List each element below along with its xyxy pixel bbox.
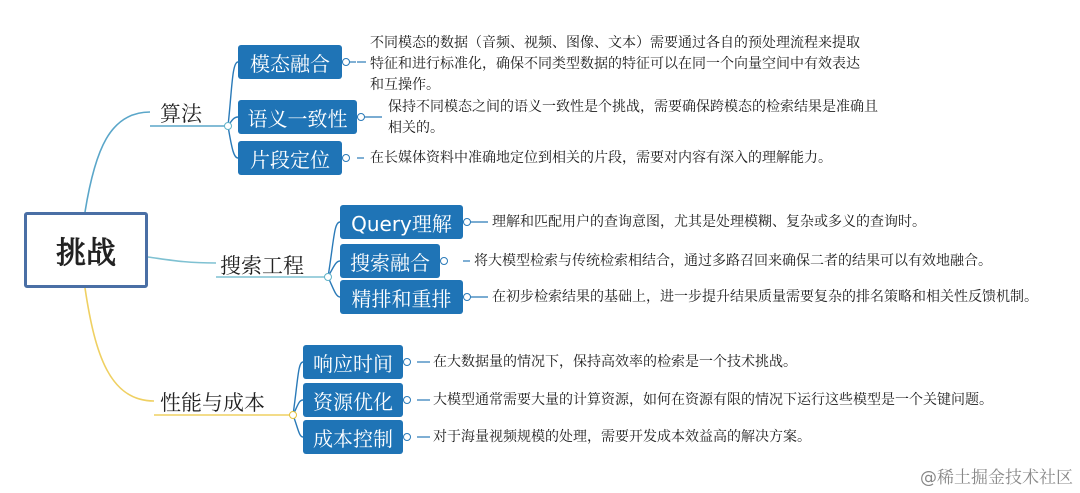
- node-search-fusion[interactable]: 搜索融合: [340, 244, 440, 278]
- link-algorithm-3: [228, 126, 238, 158]
- desc-resource-optimization: 大模型通常需要大量的计算资源，如何在资源有限的情况下运行这些模型是一个关键问题。: [433, 392, 993, 408]
- desc-ranking-reranking: 在初步检索结果的基础上，进一步提升结果质量需要复杂的排名策略和相关性反馈机制。: [492, 289, 1038, 305]
- node-query-understanding[interactable]: Query理解: [340, 205, 463, 239]
- branch-search-engineering[interactable]: 搜索工程: [220, 254, 304, 278]
- desc-query-understanding: 理解和匹配用户的查询意图，尤其是处理模糊、复杂或多义的查询时。: [492, 214, 926, 230]
- root-node[interactable]: 挑战: [24, 212, 148, 288]
- node-ranking-reranking[interactable]: 精排和重排: [340, 280, 463, 314]
- link-performance-1: [293, 362, 303, 415]
- node-cost-control[interactable]: 成本控制: [303, 420, 403, 454]
- dot-segment-localization: [342, 154, 350, 162]
- link-root-search: [148, 257, 216, 263]
- dot-modal-fusion: [342, 58, 350, 66]
- junction-dot-performance: [289, 411, 297, 419]
- desc-response-time: 在大数据量的情况下，保持高效率的检索是一个技术挑战。: [433, 354, 797, 370]
- node-response-time[interactable]: 响应时间: [303, 345, 403, 379]
- node-segment-localization[interactable]: 片段定位: [238, 141, 342, 175]
- dot-semantic-consistency: [357, 113, 365, 121]
- dot-ranking-reranking: [463, 293, 471, 301]
- link-search-1: [328, 222, 340, 277]
- dot-response-time: [403, 358, 411, 366]
- watermark-text: @稀土掘金技术社区: [920, 468, 1073, 488]
- node-modal-fusion[interactable]: 模态融合: [238, 45, 342, 79]
- link-algorithm-1: [228, 62, 238, 126]
- branch-performance-cost[interactable]: 性能与成本: [160, 391, 265, 415]
- dot-search-fusion: [440, 257, 448, 265]
- branch-algorithm[interactable]: 算法: [160, 102, 202, 126]
- desc-semantic-consistency: 保持不同模态之间的语义一致性是个挑战，需要确保跨模态的检索结果是准确且相关的。: [388, 99, 878, 136]
- desc-cost-control: 对于海量视频规模的处理，需要开发成本效益高的解决方案。: [433, 429, 811, 445]
- desc-segment-localization: 在长媒体资料中准确地定位到相关的片段，需要对内容有深入的理解能力。: [370, 150, 832, 166]
- dot-resource-optimization: [403, 396, 411, 404]
- desc-search-fusion: 将大模型检索与传统检索相结合，通过多路召回来确保二者的结果可以有效地融合。: [474, 253, 992, 269]
- node-semantic-consistency[interactable]: 语义一致性: [238, 100, 357, 134]
- junction-dot-search: [324, 273, 332, 281]
- node-resource-optimization[interactable]: 资源优化: [303, 383, 403, 417]
- junction-dot-algorithm: [224, 122, 232, 130]
- dot-cost-control: [403, 433, 411, 441]
- link-root-performance: [85, 288, 154, 401]
- desc-modal-fusion: 不同模态的数据（音频、视频、图像、文本）需要通过各自的预处理流程来提取特征和进行标准化，确保不同类型数据的特征可以在同一个向量空间中有效表达和互操作。: [370, 35, 860, 93]
- link-root-algorithm: [85, 112, 150, 212]
- dot-query-understanding: [463, 218, 471, 226]
